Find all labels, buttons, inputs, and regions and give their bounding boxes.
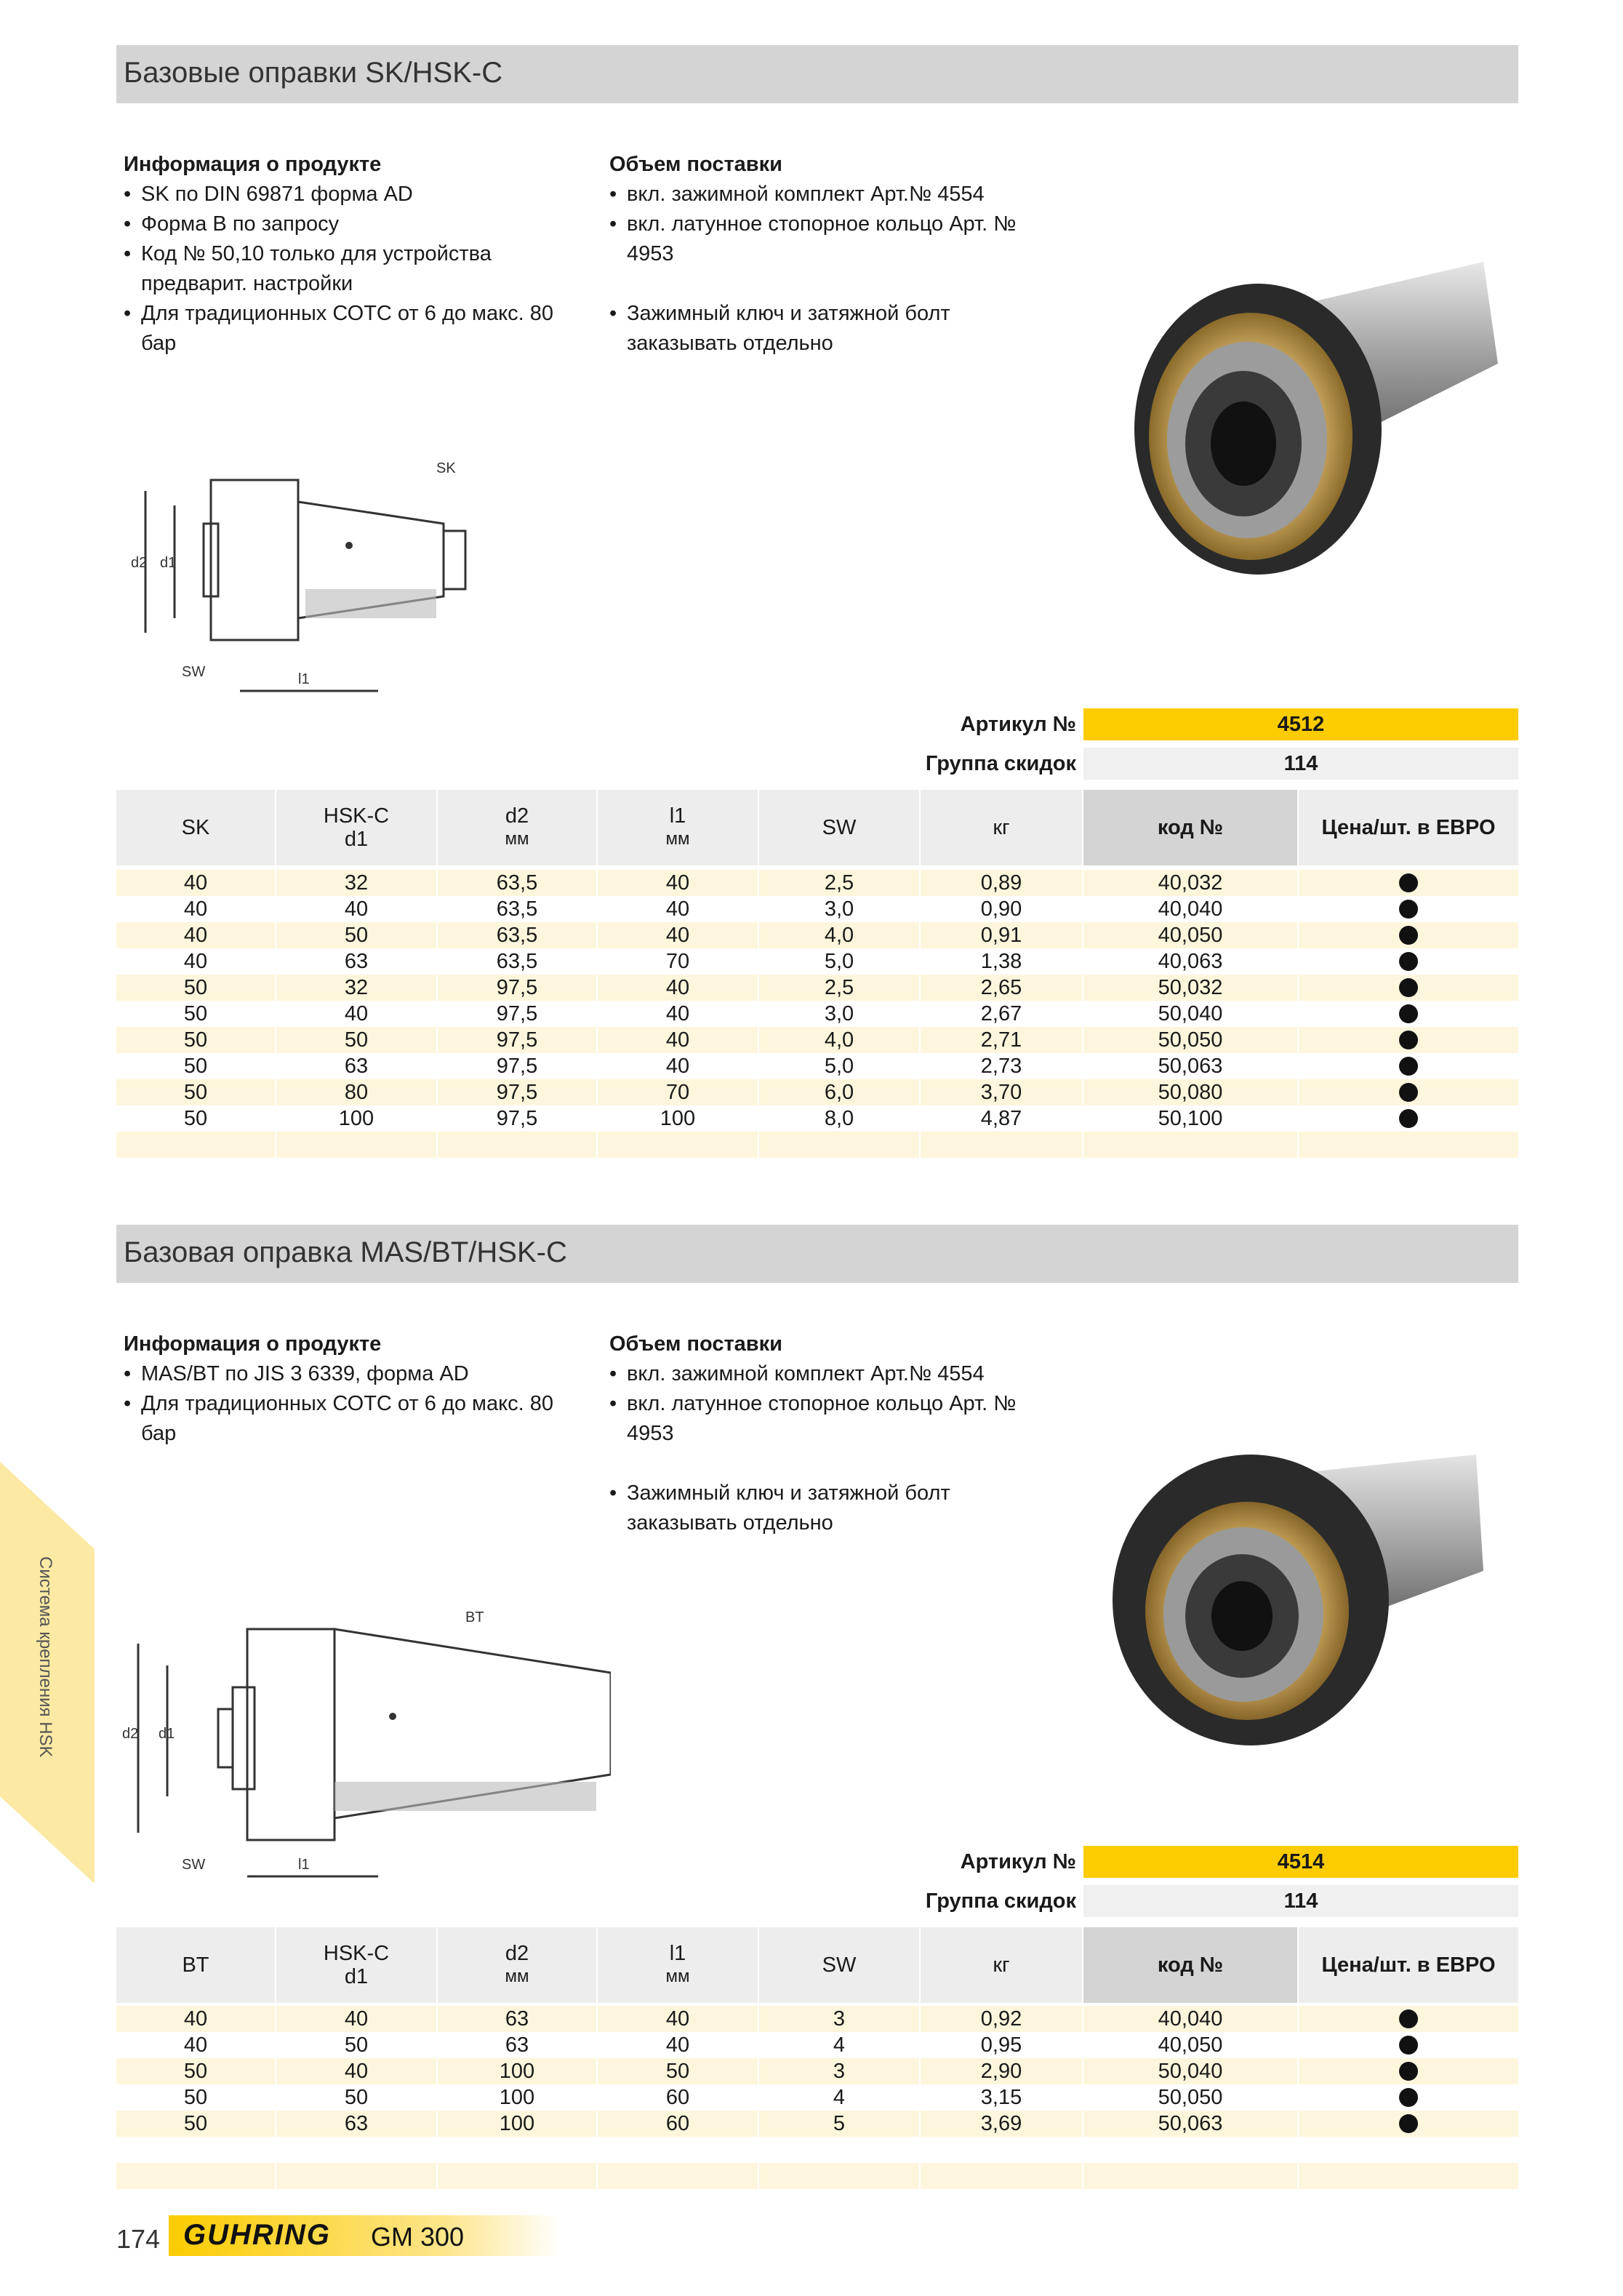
discount-label: Группа скидок xyxy=(925,1889,1076,1913)
table-cell: 50 xyxy=(344,2033,369,2057)
column-separator xyxy=(436,870,438,1158)
column-header-unit: мм xyxy=(665,829,690,849)
column-separator xyxy=(919,2006,921,2215)
table-cell: 3,0 xyxy=(824,1002,854,1025)
table-cell: 0,92 xyxy=(980,2007,1022,2031)
column-header xyxy=(598,790,758,865)
table-cell: 40 xyxy=(665,2007,690,2031)
table-cell: 50 xyxy=(344,1028,369,1052)
table-cell: 40 xyxy=(344,2060,369,2083)
supply-scope xyxy=(609,1329,1046,1538)
table-cell: 3 xyxy=(833,2007,846,2031)
availability-dot xyxy=(1399,1004,1418,1023)
table-row xyxy=(116,2058,1518,2084)
product-photo xyxy=(1105,247,1527,625)
column-header-label: SW xyxy=(822,816,857,839)
table-cell: 97,5 xyxy=(496,1002,538,1025)
column-header xyxy=(1083,1927,1297,2003)
table-cell: 60 xyxy=(665,2086,690,2109)
table-cell: 0,89 xyxy=(980,871,1022,895)
table-cell: 50,050 xyxy=(1158,1028,1223,1052)
table-cell: 40 xyxy=(344,1002,369,1025)
column-header xyxy=(759,1927,919,2003)
table-cell: 40 xyxy=(665,924,690,947)
table-cell: 50,063 xyxy=(1158,1055,1223,1078)
supply-heading: Объем поставки xyxy=(609,153,782,176)
table-row xyxy=(116,948,1518,975)
table-cell: 40 xyxy=(344,2007,369,2031)
table-cell: 50 xyxy=(344,2086,369,2109)
table-cell: 2,65 xyxy=(980,976,1022,999)
supply-item: • вкл. зажимной комплект Арт.№ 4554 xyxy=(609,180,1046,209)
table-cell: 63 xyxy=(344,2112,369,2135)
column-header xyxy=(116,790,275,865)
table-cell: 40,032 xyxy=(1158,871,1223,895)
product-info xyxy=(124,150,560,359)
technical-drawing xyxy=(116,451,582,698)
column-header-label: код № xyxy=(1157,1953,1224,1977)
brand-logo: GUHRING xyxy=(183,2219,331,2251)
column-separator xyxy=(596,870,598,1158)
technical-drawing xyxy=(116,1600,611,1891)
table-cell: 40 xyxy=(344,897,369,921)
table-cell: 100 xyxy=(499,2060,535,2083)
table-cell: 63 xyxy=(505,2033,529,2057)
column-header xyxy=(921,790,1082,865)
table-cell: 50,063 xyxy=(1158,2112,1223,2135)
table-cell: 63,5 xyxy=(496,950,538,973)
column-header-label: Цена/шт. в ЕВРО xyxy=(1321,816,1496,839)
table-cell: 70 xyxy=(665,950,690,973)
table-cell: 32 xyxy=(344,871,369,895)
table-cell: 3,15 xyxy=(980,2086,1022,2109)
column-header xyxy=(1299,790,1518,865)
column-header xyxy=(921,1927,1082,2003)
drawing-label-d1: d1 xyxy=(159,1726,175,1742)
table-cell: 40,063 xyxy=(1158,950,1223,973)
availability-dot xyxy=(1399,2114,1418,2133)
table-cell: 50 xyxy=(665,2060,690,2083)
table-cell: 50,100 xyxy=(1158,1107,1223,1130)
availability-dot xyxy=(1399,1083,1418,1102)
column-separator xyxy=(275,2006,276,2215)
table-cell: 50,040 xyxy=(1158,1002,1223,1025)
table-row xyxy=(116,1053,1518,1079)
availability-dot xyxy=(1399,952,1418,971)
table-cell: 40 xyxy=(665,897,690,921)
availability-dot xyxy=(1399,926,1418,945)
table-cell: 50 xyxy=(183,1055,208,1078)
product-info-item: • Для традиционных СОТС от 6 до макс. 80 бар xyxy=(124,299,560,359)
column-separator xyxy=(1082,870,1083,1158)
supply-item: • Зажимный ключ и затяжной болт заказывать отдельно xyxy=(609,299,1046,359)
table-row xyxy=(116,1027,1518,1053)
availability-dot xyxy=(1399,2009,1418,2028)
column-header xyxy=(276,1927,436,2003)
table-cell: 50 xyxy=(183,976,208,999)
column-separator xyxy=(919,870,921,1158)
column-header-label: l1 xyxy=(669,804,686,828)
table-cell: 40 xyxy=(665,2033,690,2057)
column-header-label: кг xyxy=(993,1953,1010,1977)
column-header-unit: мм xyxy=(505,1967,529,1986)
table-cell: 3 xyxy=(833,2060,846,2083)
column-header-unit: мм xyxy=(505,829,529,849)
discount-group: 114 xyxy=(1083,1885,1518,1917)
table-cell: 40 xyxy=(183,924,208,947)
table-cell: 63,5 xyxy=(496,871,538,895)
product-info xyxy=(124,1329,560,1449)
table-cell: 50,050 xyxy=(1158,2086,1223,2109)
page-number: 174 xyxy=(116,2224,161,2254)
column-separator xyxy=(1297,2006,1299,2215)
column-header-label: l1 xyxy=(669,1942,686,1965)
table-cell: 6,0 xyxy=(824,1081,854,1104)
table-row xyxy=(116,2163,1518,2189)
column-header-label: Цена/шт. в ЕВРО xyxy=(1321,1953,1496,1977)
availability-dot xyxy=(1399,2088,1418,2107)
table-cell: 100 xyxy=(338,1107,374,1130)
drawing-label-taper: SK xyxy=(436,460,456,476)
product-info-item: • Код № 50,10 только для устройства предварит. настройки xyxy=(124,239,560,299)
table-cell: 40 xyxy=(665,1055,690,1078)
column-separator xyxy=(436,2006,438,2215)
drawing-label-taper: BT xyxy=(465,1609,484,1625)
article-number: 4514 xyxy=(1083,1846,1518,1878)
product-photo xyxy=(1105,1425,1527,1789)
column-header-group: HSK-C xyxy=(323,804,390,828)
table-cell: 4,0 xyxy=(824,1028,854,1052)
product-info-heading: Информация о продукте xyxy=(124,1332,382,1356)
availability-dot xyxy=(1399,1031,1418,1049)
table-cell: 40 xyxy=(665,1028,690,1052)
table-cell: 60 xyxy=(665,2112,690,2135)
product-info-item: • Форма B по запросу xyxy=(124,209,560,239)
table-cell: 5 xyxy=(833,2112,846,2135)
catalog-name: GM 300 xyxy=(371,2222,465,2252)
column-header-label: d2 xyxy=(505,804,529,828)
drawing-label-d2: d2 xyxy=(122,1726,139,1742)
column-header-label: SK xyxy=(181,816,210,839)
side-tab-label: Система крепления HSK xyxy=(36,1556,55,1758)
table-cell: 4 xyxy=(833,2033,846,2057)
table-cell: 40 xyxy=(183,897,208,921)
article-number: 4512 xyxy=(1083,708,1518,740)
table-cell: 2,71 xyxy=(980,1028,1022,1052)
column-separator xyxy=(1297,870,1299,1158)
table-cell: 50,080 xyxy=(1158,1081,1223,1104)
column-header xyxy=(759,790,919,865)
table-row xyxy=(116,1132,1518,1158)
table-row xyxy=(116,1079,1518,1105)
drawing-label-l1: l1 xyxy=(298,671,310,687)
table-row xyxy=(116,1105,1518,1132)
table-row xyxy=(116,975,1518,1001)
table-row xyxy=(116,922,1518,948)
table-cell: 50 xyxy=(183,1002,208,1025)
table-cell: 50 xyxy=(183,1107,208,1130)
table-cell: 1,38 xyxy=(980,950,1022,973)
drawing-label-sw: SW xyxy=(182,664,206,680)
availability-dot xyxy=(1399,978,1418,997)
drawing-label-sw: SW xyxy=(182,1857,206,1873)
table-cell: 50 xyxy=(183,2086,208,2109)
table-cell: 2,5 xyxy=(824,871,854,895)
table-row xyxy=(116,1001,1518,1027)
table-cell: 100 xyxy=(499,2112,535,2135)
table-cell: 0,95 xyxy=(980,2033,1022,2057)
table-row xyxy=(116,896,1518,922)
table-cell: 40,050 xyxy=(1158,2033,1223,2057)
table-cell: 50 xyxy=(183,2060,208,2083)
table-cell: 40 xyxy=(183,871,208,895)
table-row xyxy=(116,2137,1518,2163)
table-cell: 40,040 xyxy=(1158,897,1223,921)
table-cell: 63 xyxy=(505,2007,529,2031)
table-cell: 40 xyxy=(183,2033,208,2057)
column-header xyxy=(438,1927,596,2003)
column-header-label: d2 xyxy=(505,1942,529,1965)
table-row xyxy=(116,2189,1518,2215)
table-cell: 4,0 xyxy=(824,924,854,947)
column-separator xyxy=(758,870,759,1158)
column-header-label: код № xyxy=(1157,816,1224,839)
section-title: Базовые оправки SK/HSK-C xyxy=(124,57,503,89)
table-cell: 63 xyxy=(344,1055,369,1078)
column-header-label: SW xyxy=(822,1953,857,1977)
discount-label: Группа скидок xyxy=(925,752,1076,775)
column-header-label: BT xyxy=(182,1953,209,1977)
table-cell: 0,91 xyxy=(980,924,1022,947)
product-info-item: • MAS/BT по JIS 3 6339, форма AD xyxy=(124,1359,560,1389)
table-cell: 97,5 xyxy=(496,1055,538,1078)
table-cell: 40,050 xyxy=(1158,924,1223,947)
table-cell: 40 xyxy=(665,976,690,999)
table-cell: 50 xyxy=(183,1028,208,1052)
drawing-label-d1: d1 xyxy=(160,555,177,571)
table-cell: 50,032 xyxy=(1158,976,1223,999)
availability-dot xyxy=(1399,2036,1418,2055)
supply-item: • Зажимный ключ и затяжной болт заказывать отдельно xyxy=(609,1479,1046,1538)
table-cell: 63 xyxy=(344,950,369,973)
table-cell: 97,5 xyxy=(496,1028,538,1052)
table-cell: 97,5 xyxy=(496,976,538,999)
table-cell: 40 xyxy=(665,871,690,895)
table-row xyxy=(116,2006,1518,2032)
column-separator xyxy=(275,870,276,1158)
supply-heading: Объем поставки xyxy=(609,1332,782,1356)
drawing-label-d2: d2 xyxy=(131,555,148,571)
column-header xyxy=(598,1927,758,2003)
column-header-unit: мм xyxy=(665,1967,690,1986)
column-header-label: кг xyxy=(993,816,1010,839)
table-cell: 4 xyxy=(833,2086,846,2109)
table-row xyxy=(116,870,1518,896)
table-cell: 40,040 xyxy=(1158,2007,1223,2031)
column-header xyxy=(1083,790,1297,865)
supply-item: • вкл. латунное стопорное кольцо Арт. № 4953 xyxy=(609,1389,1046,1449)
availability-dot xyxy=(1399,900,1418,919)
availability-dot xyxy=(1399,1109,1418,1128)
table-cell: 63,5 xyxy=(496,897,538,921)
supply-item: • вкл. зажимной комплект Арт.№ 4554 xyxy=(609,1359,1046,1389)
table-cell: 5,0 xyxy=(824,1055,854,1078)
table-cell: 2,90 xyxy=(980,2060,1022,2083)
availability-dot xyxy=(1399,873,1418,892)
article-label: Артикул № xyxy=(960,713,1076,736)
table-cell: 3,69 xyxy=(980,2112,1022,2135)
table-row xyxy=(116,2032,1518,2058)
table-cell: 97,5 xyxy=(496,1081,538,1104)
table-cell: 50 xyxy=(183,1081,208,1104)
product-info-item: • SK по DIN 69871 форма AD xyxy=(124,180,560,209)
table-row xyxy=(116,2084,1518,2111)
column-separator xyxy=(758,2006,759,2215)
column-header-group: HSK-C xyxy=(323,1942,390,1965)
column-separator xyxy=(1082,2006,1083,2215)
supply-item: • вкл. латунное стопорное кольцо Арт. № 4953 xyxy=(609,209,1046,269)
drawing-label-l1: l1 xyxy=(298,1857,310,1873)
table-cell: 80 xyxy=(344,1081,369,1104)
table-cell: 3,70 xyxy=(980,1081,1022,1104)
table-cell: 0,90 xyxy=(980,897,1022,921)
table-cell: 8,0 xyxy=(824,1107,854,1130)
column-header xyxy=(1299,1927,1518,2003)
column-header xyxy=(276,790,436,865)
product-info-heading: Информация о продукте xyxy=(124,153,382,176)
availability-dot xyxy=(1399,1057,1418,1076)
column-separator xyxy=(596,2006,598,2215)
column-header-label: d1 xyxy=(344,1965,369,1988)
table-cell: 3,0 xyxy=(824,897,854,921)
table-cell: 50 xyxy=(344,924,369,947)
section-title: Базовая оправка MAS/BT/HSK-C xyxy=(124,1236,567,1268)
table-cell: 70 xyxy=(665,1081,690,1104)
table-cell: 50 xyxy=(183,2112,208,2135)
table-cell: 2,67 xyxy=(980,1002,1022,1025)
section-header xyxy=(116,45,1518,103)
column-header-label: d1 xyxy=(344,828,369,851)
column-header xyxy=(438,790,596,865)
column-header xyxy=(116,1927,275,2003)
table-cell: 50,040 xyxy=(1158,2060,1223,2083)
table-cell: 40 xyxy=(183,2007,208,2031)
table-cell: 5,0 xyxy=(824,950,854,973)
supply-scope xyxy=(609,150,1046,359)
table-cell: 97,5 xyxy=(496,1107,538,1130)
section-header xyxy=(116,1225,1518,1283)
discount-group: 114 xyxy=(1083,748,1518,780)
table-cell: 4,87 xyxy=(980,1107,1022,1130)
table-cell: 40 xyxy=(183,950,208,973)
table-cell: 32 xyxy=(344,976,369,999)
table-cell: 40 xyxy=(665,1002,690,1025)
table-cell: 100 xyxy=(499,2086,535,2109)
product-info-item: • Для традиционных СОТС от 6 до макс. 80 бар xyxy=(124,1389,560,1449)
availability-dot xyxy=(1399,2062,1418,2081)
table-cell: 100 xyxy=(660,1107,696,1130)
table-cell: 2,5 xyxy=(824,976,854,999)
table-row xyxy=(116,2111,1518,2137)
table-cell: 63,5 xyxy=(496,924,538,947)
article-label: Артикул № xyxy=(960,1850,1076,1873)
table-cell: 2,73 xyxy=(980,1055,1022,1078)
